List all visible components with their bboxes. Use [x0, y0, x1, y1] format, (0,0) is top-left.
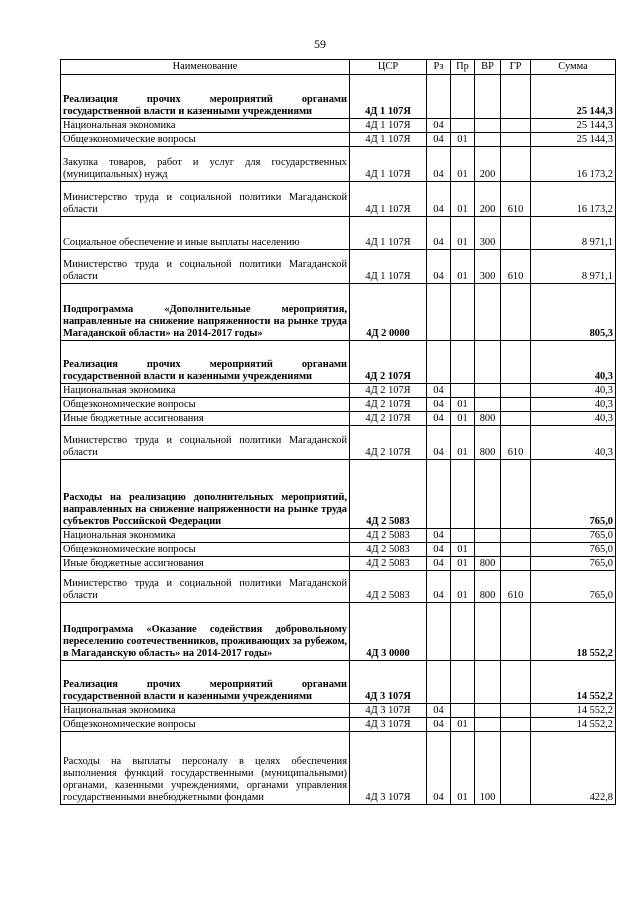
- table-row: [61, 119, 616, 133]
- cell-rz: 04: [427, 182, 451, 217]
- cell-sum: 40,3: [531, 412, 616, 426]
- cell-pr: [451, 284, 475, 341]
- cell-csr: 4Д 2 107Я: [350, 426, 427, 460]
- table-row: [61, 603, 616, 661]
- cell-gr: [501, 217, 531, 250]
- cell-vr: 200: [475, 147, 501, 182]
- table-row: [61, 384, 616, 398]
- cell-sum: 765,0: [531, 543, 616, 557]
- cell-rz: [427, 661, 451, 704]
- cell-csr: 4Д 1 107Я: [350, 119, 427, 133]
- table-body: [61, 75, 616, 805]
- table-row: [61, 543, 616, 557]
- cell-rz: 04: [427, 119, 451, 133]
- cell-sum: 40,3: [531, 426, 616, 460]
- cell-vr: [475, 75, 501, 119]
- cell-pr: [451, 341, 475, 384]
- cell-csr: 4Д 1 107Я: [350, 182, 427, 217]
- cell-gr: [501, 147, 531, 182]
- cell-pr: [451, 119, 475, 133]
- cell-gr: 610: [501, 571, 531, 603]
- cell-vr: [475, 284, 501, 341]
- cell-name: Реализация прочих мероприятий органами государственной власти и казенными учреждениями: [61, 341, 350, 384]
- cell-rz: [427, 341, 451, 384]
- cell-csr: 4Д 3 107Я: [350, 704, 427, 718]
- cell-vr: 800: [475, 557, 501, 571]
- cell-csr: 4Д 3 0000: [350, 603, 427, 661]
- cell-name: Расходы на выплаты персоналу в целях обеспечения выполнения функций государственными (муниципальными) органами, казенными учреждениями, органами управления государственными внебюджетными фондами: [61, 732, 350, 805]
- cell-csr: 4Д 2 5083: [350, 543, 427, 557]
- cell-csr: 4Д 1 107Я: [350, 217, 427, 250]
- cell-gr: [501, 661, 531, 704]
- header-rz: Рз: [427, 60, 451, 75]
- cell-name: Реализация прочих мероприятий органами государственной власти и казенными учреждениями: [61, 75, 350, 119]
- cell-pr: [451, 661, 475, 704]
- cell-name: Национальная экономика: [61, 704, 350, 718]
- cell-gr: [501, 412, 531, 426]
- cell-name: Национальная экономика: [61, 384, 350, 398]
- table-row: [61, 341, 616, 384]
- cell-gr: [501, 119, 531, 133]
- cell-vr: [475, 718, 501, 732]
- cell-sum: 805,3: [531, 284, 616, 341]
- cell-gr: [501, 75, 531, 119]
- cell-pr: [451, 603, 475, 661]
- cell-name: Иные бюджетные ассигнования: [61, 557, 350, 571]
- cell-csr: 4Д 2 107Я: [350, 341, 427, 384]
- cell-name: Социальное обеспечение и иные выплаты населению: [61, 217, 350, 250]
- cell-csr: 4Д 3 107Я: [350, 732, 427, 805]
- cell-pr: 01: [451, 732, 475, 805]
- cell-name: Реализация прочих мероприятий органами государственной власти и казенными учреждениями: [61, 661, 350, 704]
- cell-vr: 800: [475, 426, 501, 460]
- cell-sum: 16 173,2: [531, 147, 616, 182]
- cell-name: Закупка товаров, работ и услуг для государственных (муниципальных) нужд: [61, 147, 350, 182]
- cell-vr: [475, 384, 501, 398]
- cell-rz: 04: [427, 147, 451, 182]
- cell-pr: 01: [451, 543, 475, 557]
- header-pr: Пр: [451, 60, 475, 75]
- cell-gr: [501, 398, 531, 412]
- table-row: [61, 217, 616, 250]
- cell-vr: 800: [475, 412, 501, 426]
- cell-pr: [451, 75, 475, 119]
- cell-vr: [475, 119, 501, 133]
- cell-name: Общеэкономические вопросы: [61, 543, 350, 557]
- cell-csr: 4Д 3 107Я: [350, 661, 427, 704]
- cell-sum: 765,0: [531, 571, 616, 603]
- cell-rz: 04: [427, 426, 451, 460]
- cell-csr: 4Д 2 107Я: [350, 384, 427, 398]
- cell-gr: 610: [501, 182, 531, 217]
- cell-name: Общеэкономические вопросы: [61, 718, 350, 732]
- cell-gr: 610: [501, 250, 531, 284]
- cell-pr: 01: [451, 571, 475, 603]
- cell-sum: 40,3: [531, 341, 616, 384]
- cell-name: Министерство труда и социальной политики Магаданской области: [61, 250, 350, 284]
- cell-rz: 04: [427, 217, 451, 250]
- cell-pr: 01: [451, 557, 475, 571]
- cell-csr: 4Д 2 5083: [350, 557, 427, 571]
- cell-rz: [427, 75, 451, 119]
- cell-csr: 4Д 2 5083: [350, 529, 427, 543]
- budget-table: [60, 59, 616, 805]
- cell-sum: 765,0: [531, 529, 616, 543]
- cell-pr: 01: [451, 133, 475, 147]
- cell-gr: 610: [501, 426, 531, 460]
- cell-pr: [451, 460, 475, 529]
- cell-sum: 25 144,3: [531, 75, 616, 119]
- cell-rz: 04: [427, 732, 451, 805]
- cell-pr: 01: [451, 412, 475, 426]
- cell-sum: 18 552,2: [531, 603, 616, 661]
- cell-sum: 422,8: [531, 732, 616, 805]
- cell-vr: 800: [475, 571, 501, 603]
- cell-rz: [427, 284, 451, 341]
- cell-name: Министерство труда и социальной политики Магаданской области: [61, 182, 350, 217]
- cell-rz: [427, 460, 451, 529]
- cell-vr: 300: [475, 250, 501, 284]
- cell-rz: 04: [427, 543, 451, 557]
- cell-gr: [501, 341, 531, 384]
- cell-gr: [501, 732, 531, 805]
- table-row: [61, 147, 616, 182]
- cell-rz: 04: [427, 384, 451, 398]
- cell-sum: 25 144,3: [531, 133, 616, 147]
- cell-name: Министерство труда и социальной политики Магаданской области: [61, 571, 350, 603]
- page-number: 59: [314, 37, 326, 51]
- header-sum: Сумма: [531, 60, 616, 75]
- cell-rz: 04: [427, 529, 451, 543]
- cell-gr: [501, 704, 531, 718]
- cell-vr: [475, 661, 501, 704]
- cell-name: Подпрограмма «Дополнительные мероприятия, направленные на снижение напряженности на рынке труда Магаданской области» на 2014-2017 годы»: [61, 284, 350, 341]
- cell-pr: [451, 704, 475, 718]
- table-row: [61, 732, 616, 805]
- cell-rz: 04: [427, 398, 451, 412]
- cell-name: Национальная экономика: [61, 529, 350, 543]
- cell-vr: [475, 543, 501, 557]
- cell-csr: 4Д 1 107Я: [350, 250, 427, 284]
- cell-rz: 04: [427, 412, 451, 426]
- cell-gr: [501, 557, 531, 571]
- cell-gr: [501, 460, 531, 529]
- cell-pr: 01: [451, 217, 475, 250]
- cell-sum: 25 144,3: [531, 119, 616, 133]
- cell-rz: 04: [427, 133, 451, 147]
- table-row: [61, 661, 616, 704]
- cell-name: Подпрограмма «Оказание содействия добровольному переселению соотечественников, проживающих за рубежом, в Магаданскую область» на 2014-2017 годы»: [61, 603, 350, 661]
- cell-rz: 04: [427, 250, 451, 284]
- cell-name: Национальная экономика: [61, 119, 350, 133]
- cell-sum: 16 173,2: [531, 182, 616, 217]
- cell-sum: 765,0: [531, 460, 616, 529]
- table-row: [61, 182, 616, 217]
- cell-vr: [475, 704, 501, 718]
- cell-rz: [427, 603, 451, 661]
- cell-sum: 765,0: [531, 557, 616, 571]
- cell-pr: 01: [451, 147, 475, 182]
- cell-vr: [475, 529, 501, 543]
- cell-pr: 01: [451, 398, 475, 412]
- table-row: [61, 426, 616, 460]
- cell-csr: 4Д 2 107Я: [350, 398, 427, 412]
- table-row: [61, 250, 616, 284]
- cell-gr: [501, 543, 531, 557]
- cell-name: Иные бюджетные ассигнования: [61, 412, 350, 426]
- table-header-row: [61, 60, 616, 75]
- cell-rz: 04: [427, 571, 451, 603]
- cell-rz: 04: [427, 557, 451, 571]
- cell-rz: 04: [427, 718, 451, 732]
- cell-vr: 100: [475, 732, 501, 805]
- table-row: [61, 571, 616, 603]
- cell-pr: 01: [451, 718, 475, 732]
- cell-pr: 01: [451, 182, 475, 217]
- cell-csr: 4Д 3 107Я: [350, 718, 427, 732]
- table-row: [61, 284, 616, 341]
- cell-vr: 300: [475, 217, 501, 250]
- header-name: Наименование: [61, 60, 350, 75]
- table-row: [61, 460, 616, 529]
- table-row: [61, 75, 616, 119]
- cell-vr: [475, 398, 501, 412]
- cell-csr: 4Д 2 107Я: [350, 412, 427, 426]
- cell-gr: [501, 603, 531, 661]
- cell-vr: [475, 341, 501, 384]
- cell-pr: 01: [451, 426, 475, 460]
- table-row: [61, 398, 616, 412]
- table-row: [61, 412, 616, 426]
- cell-vr: [475, 460, 501, 529]
- cell-csr: 4Д 1 107Я: [350, 147, 427, 182]
- table-row: [61, 133, 616, 147]
- cell-gr: [501, 284, 531, 341]
- header-vr: ВР: [475, 60, 501, 75]
- cell-sum: 40,3: [531, 398, 616, 412]
- cell-sum: 14 552,2: [531, 704, 616, 718]
- cell-pr: [451, 529, 475, 543]
- cell-sum: 8 971,1: [531, 217, 616, 250]
- cell-name: Министерство труда и социальной политики Магаданской области: [61, 426, 350, 460]
- cell-sum: 14 552,2: [531, 718, 616, 732]
- cell-gr: [501, 384, 531, 398]
- cell-pr: [451, 384, 475, 398]
- cell-vr: [475, 603, 501, 661]
- table-row: [61, 704, 616, 718]
- cell-pr: 01: [451, 250, 475, 284]
- table-row: [61, 557, 616, 571]
- cell-csr: 4Д 1 107Я: [350, 133, 427, 147]
- cell-sum: 40,3: [531, 384, 616, 398]
- header-csr: ЦСР: [350, 60, 427, 75]
- cell-gr: [501, 529, 531, 543]
- cell-rz: 04: [427, 704, 451, 718]
- cell-vr: [475, 133, 501, 147]
- table-row: [61, 529, 616, 543]
- cell-csr: 4Д 2 5083: [350, 460, 427, 529]
- cell-csr: 4Д 1 107Я: [350, 75, 427, 119]
- cell-csr: 4Д 2 0000: [350, 284, 427, 341]
- cell-sum: 14 552,2: [531, 661, 616, 704]
- table-row: [61, 718, 616, 732]
- cell-vr: 200: [475, 182, 501, 217]
- cell-name: Общеэкономические вопросы: [61, 133, 350, 147]
- header-gr: ГР: [501, 60, 531, 75]
- cell-csr: 4Д 2 5083: [350, 571, 427, 603]
- cell-name: Общеэкономические вопросы: [61, 398, 350, 412]
- cell-name: Расходы на реализацию дополнительных мероприятий, направленных на снижение напряженности на рынке труда субъектов Российской Федерации: [61, 460, 350, 529]
- cell-sum: 8 971,1: [531, 250, 616, 284]
- cell-gr: [501, 718, 531, 732]
- cell-gr: [501, 133, 531, 147]
